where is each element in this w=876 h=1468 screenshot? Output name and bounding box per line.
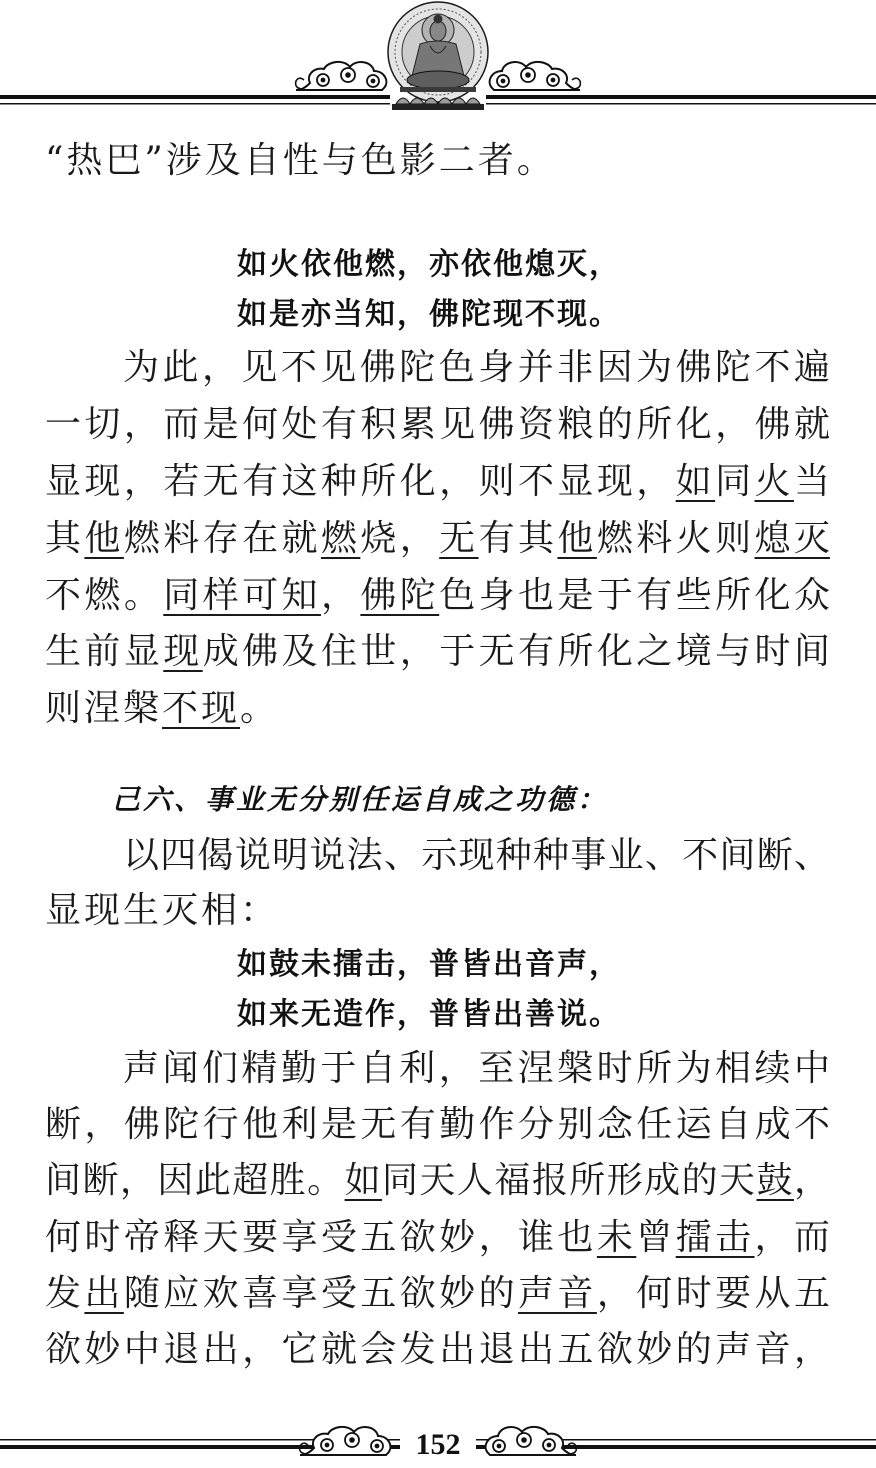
underlined-text: 如	[675, 461, 716, 502]
text-segment: 断，佛陀行他利是无有勤作分别念任运自成不	[45, 1104, 830, 1145]
text-line	[45, 1096, 830, 1153]
underlined-text: 未	[596, 1217, 637, 1258]
text-line	[45, 510, 830, 567]
underlined-text: 佛陀	[360, 575, 440, 616]
text-segment: 一切，而是何处有积累见佛资粮的所化，佛就	[45, 404, 830, 445]
text-segment: 生前显	[45, 631, 164, 672]
text-segment: ，而	[754, 1217, 830, 1258]
continued-text-line: “热巴”涉及自性与色影二者。	[45, 140, 556, 181]
underlined-text: 不现	[162, 688, 241, 729]
text-segment: 何时帝释天要享受五欲妙，谁也	[45, 1217, 597, 1258]
text-line	[45, 827, 830, 884]
text-segment: 发	[45, 1273, 85, 1314]
text-line	[45, 623, 830, 680]
text-segment: 随应欢喜享受五欲妙的	[123, 1273, 519, 1314]
text-line	[45, 339, 830, 396]
text-line	[45, 1152, 830, 1209]
text-segment: 。	[240, 688, 280, 729]
underlined-text: 如	[344, 1160, 383, 1201]
text-segment: 显现生灭相：	[45, 890, 280, 931]
text-line	[45, 1265, 830, 1322]
text-segment: 欲妙中退出，它就会发出退出五欲妙的声音，	[45, 1329, 830, 1370]
cloud-scroll-icon	[296, 62, 387, 90]
underlined-text: 擂击	[675, 1217, 755, 1258]
text-segment: ，	[793, 1160, 830, 1201]
underlined-text: 鼓	[756, 1160, 794, 1201]
text-line	[45, 1321, 830, 1378]
text-segment: 声闻们精勤于自利，至涅槃时所为相续中	[123, 1048, 830, 1089]
underlined-text: 同样可知	[163, 575, 321, 616]
text-line	[45, 1209, 830, 1266]
underlined-text: 火	[754, 461, 794, 502]
text-segment: 当	[793, 461, 830, 502]
text-line	[45, 567, 830, 624]
text-segment: 烧，	[360, 518, 440, 559]
underlined-text: 声音	[518, 1273, 597, 1314]
text-line	[45, 1040, 830, 1097]
text-segment: 燃料火则	[596, 518, 755, 559]
cloud-scroll-icon	[490, 62, 581, 90]
verse-line: 如是亦当知，佛陀现不现。	[237, 297, 621, 332]
text-segment: 显现，若无有这种所化，则不显现，	[45, 461, 676, 502]
cloud-scroll-icon	[486, 1427, 577, 1455]
text-line	[45, 396, 830, 453]
text-line	[45, 680, 830, 737]
cloud-scroll-icon	[300, 1427, 391, 1455]
page-number: 152	[415, 1428, 461, 1461]
underlined-text: 现	[163, 631, 203, 672]
text-line	[45, 453, 830, 510]
verse-line: 如火依他燃，亦依他熄灭，	[237, 247, 621, 282]
underlined-text: 出	[84, 1273, 124, 1314]
text-segment: 燃料存在就	[123, 518, 321, 559]
text-segment: 则涅槃	[45, 688, 163, 729]
text-segment: 色身也是于有些所化众	[439, 575, 830, 616]
text-segment: 成佛及住世，于无有所化之境与时间	[202, 631, 830, 672]
text-segment: 曾	[636, 1217, 676, 1258]
text-segment: 同	[715, 461, 755, 502]
text-segment: 间断，因此超胜。	[45, 1160, 345, 1201]
underlined-text: 熄灭	[754, 518, 830, 559]
text-segment: ，何时要从五	[596, 1273, 830, 1314]
text-segment: 同天人福报所形成的天	[382, 1160, 757, 1201]
header-rule-right	[486, 95, 876, 105]
section-heading: 己六、事业无分别任运自成之功德：	[112, 783, 609, 816]
underlined-text: 他	[557, 518, 597, 559]
text-segment: 以四偈说明说法、示现种种事业、不间断、	[123, 835, 830, 876]
header-rule-left	[0, 95, 390, 105]
text-line	[45, 882, 830, 939]
text-segment: 为此，见不见佛陀色身并非因为佛陀不遍	[123, 347, 830, 388]
underlined-text: 无	[439, 518, 479, 559]
text-segment: 其	[45, 518, 85, 559]
verse-line: 如鼓未擂击，普皆出音声，	[237, 947, 621, 982]
text-segment: 有其	[478, 518, 558, 559]
text-segment: 不燃。	[45, 575, 164, 616]
verse-line: 如来无造作，普皆出善说。	[237, 997, 621, 1032]
text-segment: ，	[320, 575, 361, 616]
underlined-text: 他	[84, 518, 124, 559]
header-ornament	[0, 0, 876, 112]
buddha-icon	[388, 2, 488, 110]
underlined-text: 燃	[320, 518, 361, 559]
